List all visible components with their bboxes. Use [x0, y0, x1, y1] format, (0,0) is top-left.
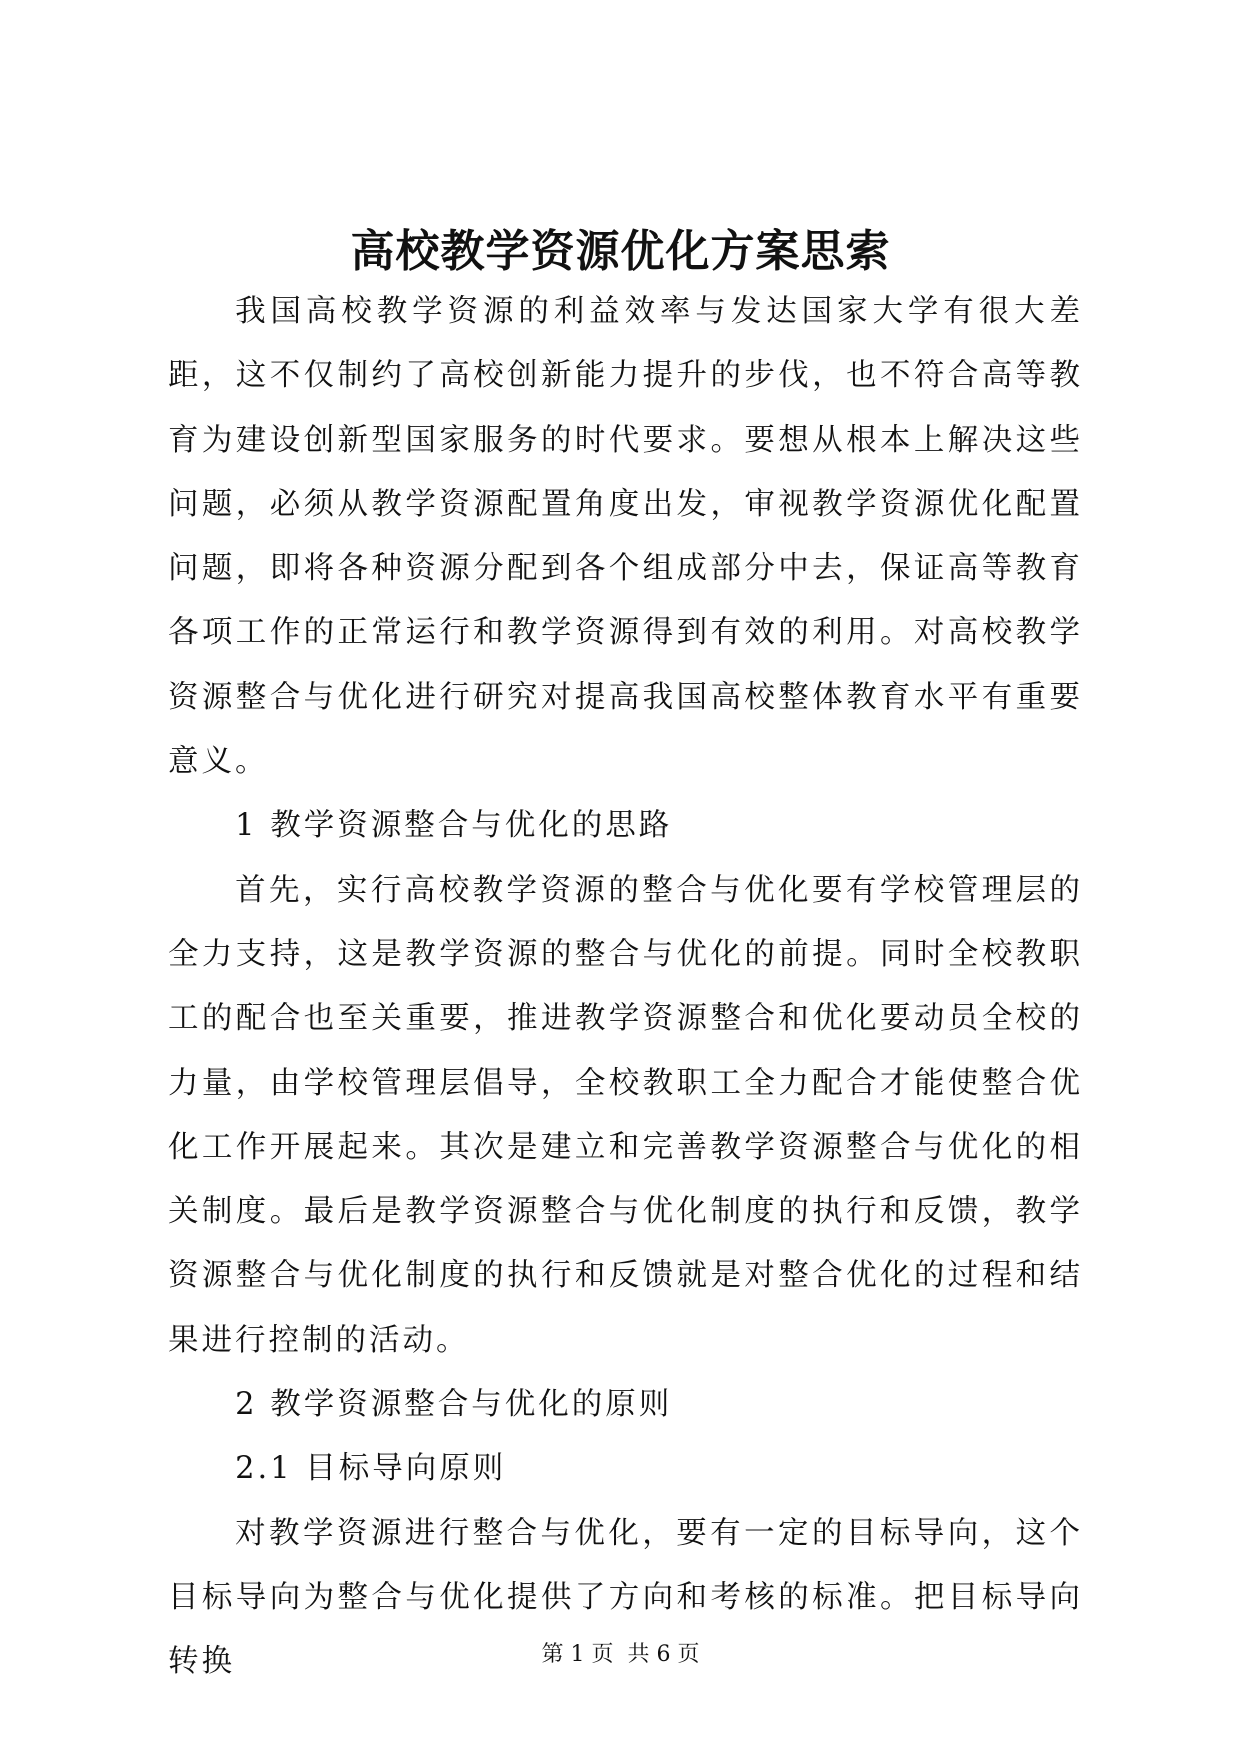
page-number-footer: 第 1 页 共 6 页	[541, 1642, 700, 1667]
document-title: 高校教学资源优化方案思索	[350, 226, 891, 277]
paragraph-intro: 我国高校教学资源的利益效率与发达国家大学有很大差距，这不仅制约了高校创新能力提升的步伐，也不符合高等教育为建设创新型国家服务的时代要求。要想从根本上解决这些问题，必须从教学资源配置角度出发，审视教学资源优化配置问题，即将各种资源分配到各个组成部分中去，保证高等教育各项工作的正常运行和教学资源得到有效的利用。对高校教学资源整合与优化进行研究对提高我国高校整体教育水平有重要意义。	[168, 294, 1083, 780]
subsection-heading-2-1: 2.1 目标导向原则	[235, 1451, 507, 1487]
document-body	[168, 280, 1083, 1695]
section-heading-1: 1 教学资源整合与优化的思路	[235, 808, 673, 844]
section-heading-2: 2 教学资源整合与优化的原则	[235, 1387, 673, 1423]
paragraph-section-1: 首先，实行高校教学资源的整合与优化要有学校管理层的全力支持，这是教学资源的整合与优化的前提。同时全校教职工的配合也至关重要，推进教学资源整合和优化要动员全校的力量，由学校管理层倡导，全校教职工全力配合才能使整合优化工作开展起来。其次是建立和完善教学资源整合与优化的相关制度。最后是教学资源整合与优化制度的执行和反馈，教学资源整合与优化制度的执行和反馈就是对整合优化的过程和结果进行控制的活动。	[168, 872, 1083, 1358]
paragraph-subsection-2-1: 对教学资源进行整合与优化，要有一定的目标导向，这个目标导向为整合与优化提供了方向和考核的标准。把目标导向转换	[168, 1515, 1083, 1680]
